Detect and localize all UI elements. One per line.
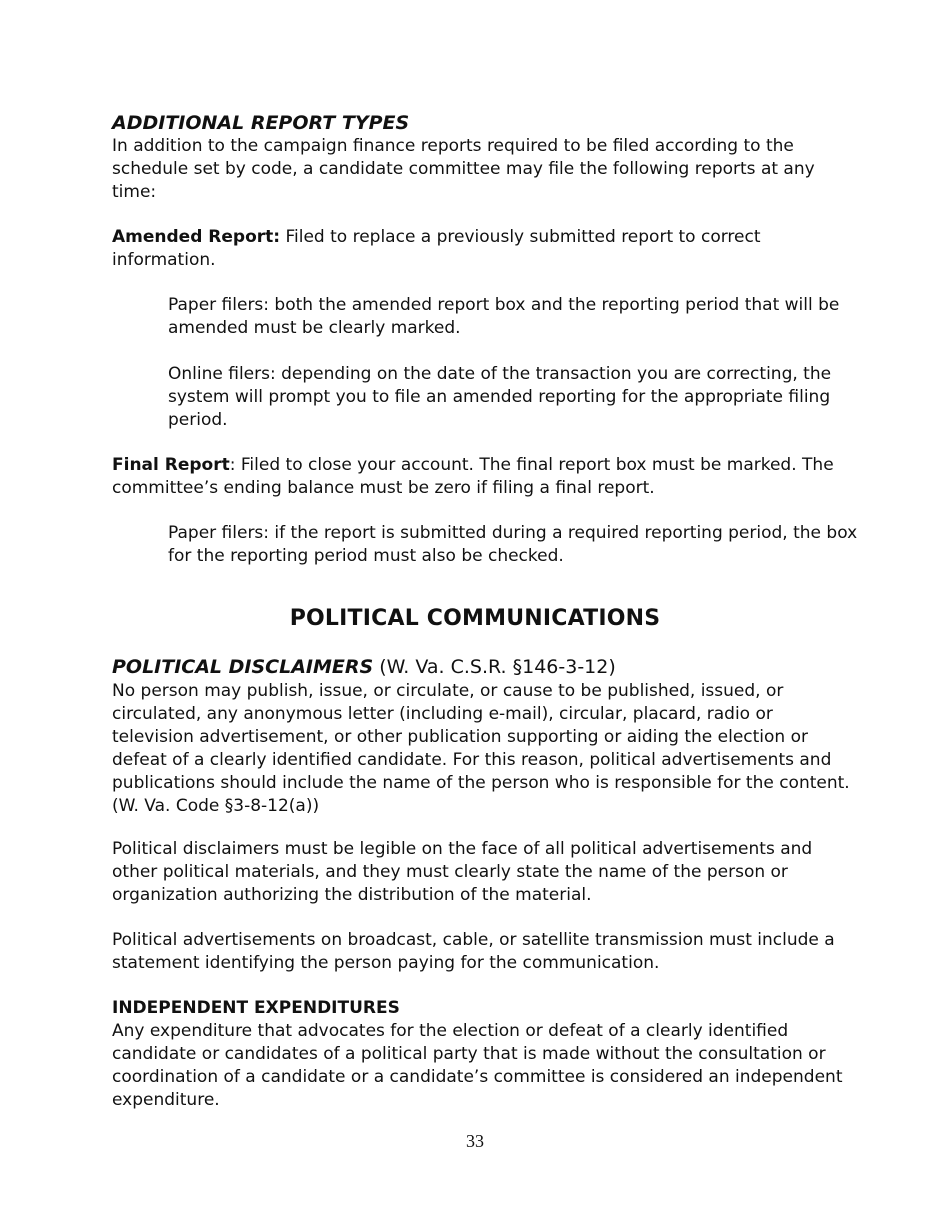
final-report-label: Final Report: [112, 455, 230, 475]
independent-expenditures-section: [112, 997, 852, 1112]
amended-report-paragraph: [112, 226, 852, 272]
amended-report-label: Amended Report:: [112, 227, 281, 247]
independent-expenditures-heading: INDEPENDENT EXPENDITURES: [112, 998, 400, 1018]
amended-paper-filers: [168, 294, 858, 340]
disclaimers-paragraph-3-block: [112, 929, 852, 975]
final-report-paragraph: [112, 454, 852, 500]
disclaimers-heading: POLITICAL DISCLAIMERS: [112, 656, 374, 678]
final-paper-filers: [168, 522, 858, 568]
disclaimers-paragraph-1: No person may publish, issue, or circulate, or cause to be published, issued, or circulated, any anonymous letter (including e-mail), circular, placard, radio or television advertisement, or other publication supporting or aiding the election or defeat of a clearly identified candidate. For this reason, political advertisements and publications should include the name of the person who is responsible for the content. (W. Va. Code §3-8-12(a)): [112, 681, 850, 816]
disclaimers-citation: (W. Va. C.S.R. §146-3-12): [373, 656, 616, 678]
amended-online-text: Online filers: depending on the date of the transaction you are correcting, the system will prompt you to file an amended reporting for the appropriate filing period.: [168, 364, 832, 430]
disclaimers-paragraph-3: Political advertisements on broadcast, cable, or satellite transmission must include a statement identifying the person paying for the communication.: [112, 930, 835, 973]
page-section-title: POLITICAL COMMUNICATIONS: [289, 606, 661, 631]
final-report-text: : Filed to close your account. The final report box must be marked. The committee’s ending balance must be zero if filing a final report.: [112, 455, 834, 498]
disclaimers-paragraph-2-block: [112, 838, 852, 907]
page-number: 33: [466, 1131, 484, 1151]
additional-report-types-section: [112, 112, 852, 204]
final-paper-text: Paper filers: if the report is submitted during a required reporting period, the box for the reporting period must also be checked.: [168, 523, 858, 566]
disclaimers-paragraph-2: Political disclaimers must be legible on the face of all political advertisements and other political materials, and they must clearly state the name of the person or organization authorizing the distribution of the material.: [112, 839, 813, 905]
amended-online-filers: [168, 363, 858, 432]
intro-paragraph: In addition to the campaign finance reports required to be filed according to the schedule set by code, a candidate committee may file the following reports at any time:: [112, 136, 815, 202]
political-disclaimers-section: [112, 656, 852, 818]
section-heading: ADDITIONAL REPORT TYPES: [112, 112, 410, 134]
independent-expenditures-text: Any expenditure that advocates for the election or defeat of a clearly identified candidate or candidates of a political party that is made without the consultation or coordination of a candidate or a candidate’s committee is considered an independent expenditure.: [112, 1021, 843, 1110]
amended-report-text: Filed to replace a previously submitted report to correct information.: [112, 227, 761, 270]
amended-paper-text: Paper filers: both the amended report box and the reporting period that will be amended must be clearly marked.: [168, 295, 840, 338]
